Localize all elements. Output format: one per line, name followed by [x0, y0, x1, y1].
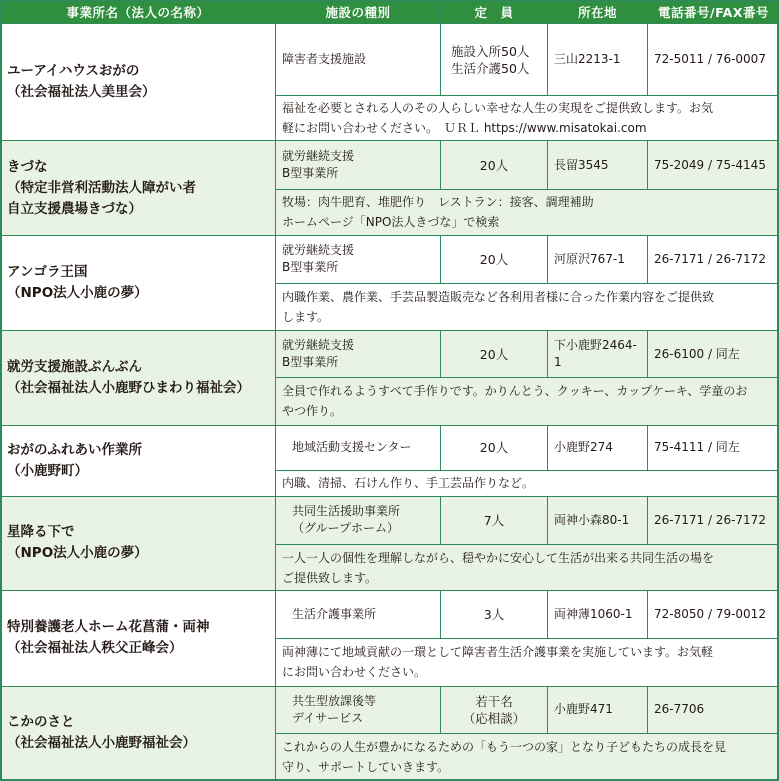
- facility-capacity: 7人: [441, 496, 548, 544]
- table-row: [1, 591, 779, 639]
- facility-location: 河原沢767-1: [548, 235, 648, 283]
- facility-capacity: 20人: [441, 141, 548, 189]
- facility-location: 両神小森80-1: [548, 496, 648, 544]
- facility-type: 地域活動支援センター: [276, 425, 441, 470]
- facility-capacity: 3人: [441, 591, 548, 639]
- facility-phone: 26-7706: [648, 686, 779, 733]
- facility-type: 就労継続支援 B型事業所: [276, 235, 441, 283]
- facility-location: 長留3545: [548, 141, 648, 189]
- table-row: [1, 24, 779, 96]
- facility-location: 三山2213-1: [548, 24, 648, 96]
- table-row: [1, 331, 779, 378]
- header-name: 事業所名（法人の名称）: [1, 1, 276, 24]
- table-row: [1, 141, 779, 189]
- facility-description: 福祉を必要とされる人のその人らしい幸せな人生の実現をご提供致します。お気 軽にお問い合わせください。 ＵＲＬ https://www.misatokai.com: [276, 96, 779, 141]
- table-row: [1, 425, 779, 470]
- table-row: [1, 686, 779, 733]
- facility-location: 両神薄1060-1: [548, 591, 648, 639]
- facility-name: こかのさと （社会福祉法人小鹿野福祉会）: [1, 686, 276, 781]
- facility-name: 就労支援施設ぶんぶん （社会福祉法人小鹿野ひまわり福祉会）: [1, 331, 276, 425]
- facility-name: 星降る下で （NPO法人小鹿の夢）: [1, 496, 276, 590]
- facility-description: 内職作業、農作業、手芸品製造販売など各利用者様に合った作業内容をご提供致 します。: [276, 284, 779, 331]
- table-row: [1, 496, 779, 544]
- facility-type: 生活介護事業所: [276, 591, 441, 639]
- facility-capacity: 施設入所50人 生活介護50人: [441, 24, 548, 96]
- facility-type: 就労継続支援 B型事業所: [276, 331, 441, 378]
- facility-capacity: 20人: [441, 331, 548, 378]
- facility-description: これからの人生が豊かになるための「もう一つの家」となり子どもたちの成長を見 守り、サポートしていきます。: [276, 733, 779, 780]
- facility-capacity: 若干名 （応相談）: [441, 686, 548, 733]
- facility-capacity: 20人: [441, 425, 548, 470]
- facility-location: 小鹿野274: [548, 425, 648, 470]
- header-location: 所在地: [548, 1, 648, 24]
- header-phone: 電話番号/FAX番号: [648, 1, 779, 24]
- facility-phone: 26-6100 / 同左: [648, 331, 779, 378]
- facility-name: おがのふれあい作業所 （小鹿野町）: [1, 425, 276, 496]
- facility-description: 一人一人の個性を理解しながら、穏やかに安心して生活が出来る共同生活の場を ご提供致します。: [276, 544, 779, 590]
- facility-description: 両神薄にて地域貢献の一環として障害者生活介護事業を実施しています。お気軽 にお問い合わせください。: [276, 639, 779, 686]
- facility-location: 小鹿野471: [548, 686, 648, 733]
- header-type: 施設の種別: [276, 1, 441, 24]
- facility-type: 障害者支援施設: [276, 24, 441, 96]
- facility-phone: 26-7171 / 26-7172: [648, 235, 779, 283]
- facility-phone: 72-8050 / 79-0012: [648, 591, 779, 639]
- facility-type: 就労継続支援 B型事業所: [276, 141, 441, 189]
- facility-name: アンゴラ王国 （NPO法人小鹿の夢）: [1, 235, 276, 330]
- facility-phone: 26-7171 / 26-7172: [648, 496, 779, 544]
- facility-description: 内職、清掃、石けん作り、手工芸品作りなど。: [276, 470, 779, 496]
- facility-name: きづな （特定非営利活動法人障がい者 自立支援農場きづな）: [1, 141, 276, 235]
- facility-phone: 75-4111 / 同左: [648, 425, 779, 470]
- facility-phone: 72-5011 / 76-0007: [648, 24, 779, 96]
- facility-capacity: 20人: [441, 235, 548, 283]
- facility-type: 共生型放課後等 デイサービス: [276, 686, 441, 733]
- facility-name: 特別養護老人ホーム花菖蒲・両神 （社会福祉法人秩父正峰会）: [1, 591, 276, 686]
- facility-description: 全員で作れるようすべて手作りです。かりんとう、クッキー、カップケーキ、学童のお やつ作り。: [276, 378, 779, 425]
- facility-name: ユーアイハウスおがの （社会福祉法人美里会）: [1, 24, 276, 141]
- facility-location: 下小鹿野2464-1: [548, 331, 648, 378]
- table-row: [1, 235, 779, 283]
- header-capacity: 定 員: [441, 1, 548, 24]
- table-header-row: [1, 1, 779, 24]
- facility-type: 共同生活援助事業所 （グループホーム）: [276, 496, 441, 544]
- facility-description: 牧場：肉牛肥育、堆肥作り レストラン：接客、調理補助 ホームページ「NPO法人きづな」で検索: [276, 189, 779, 235]
- facility-phone: 75-2049 / 75-4145: [648, 141, 779, 189]
